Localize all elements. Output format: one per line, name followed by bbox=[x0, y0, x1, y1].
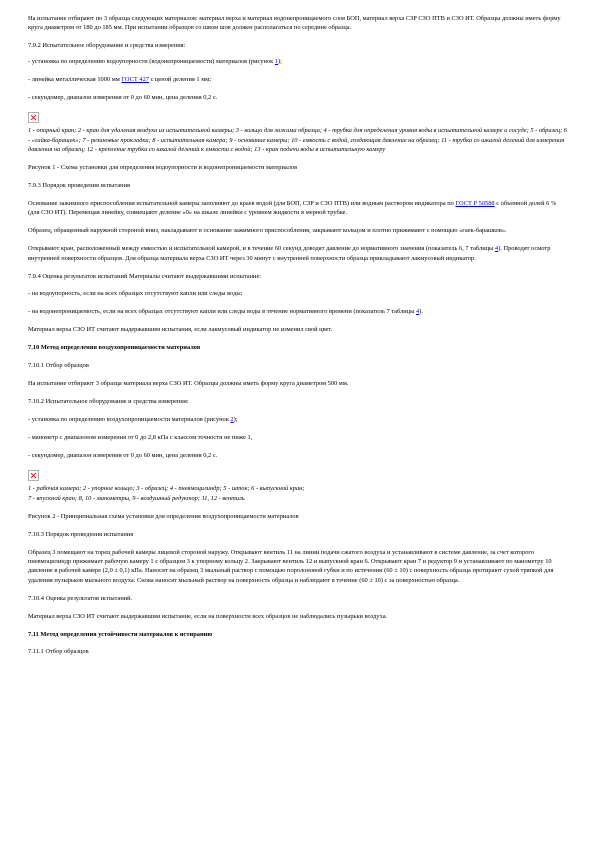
figure-2-caption: Рисунок 2 - Принципиальная схема установки для определения воздухопроницаемости материалов bbox=[28, 512, 299, 520]
section-7-10-heading: 7.10 Метод определения воздухопроницаемости материалов bbox=[28, 344, 201, 352]
figure-2-legend: 1 - рабочая камера; 2 - упорное кольцо; 3 - образец; 4 - пневмоцилиндр; 5 - шток; 6 - выпускной кран; 7 - впускной кран; 8, 10 - манометры, 9 - воздушный редуктор; 11, 12 - вентиль bbox=[28, 485, 305, 502]
equipment-item-installation: - установка по определению водоупорности (водонепроницаемости) материалов (рисунок 1); bbox=[28, 57, 282, 65]
paragraph-sample-selection: На испытание отбирают по 3 образца следующих материалов: материал верха и материал водонепроницаемого слоя БОП, материал верха СЗР СЗО ПТВ и СЗО ИТ. Образцы должны иметь форму круга диаметром от 180 до 185 мм. При испытании образцов со швом шов должен располагаться по середине образца. bbox=[28, 15, 561, 32]
paragraph-air-criterion: Материал верха СЗО ИТ считают выдержавшим испытание, если на поверхности всех образцов не наблюдались пузырьки воздуха. bbox=[28, 612, 388, 620]
figure-1-legend: 1 - опорный кран; 2 - кран для удаления воздуха из испытательной камеры; 3 - кольцо для зажима образца; 4 - трубка для определения уровня воды в испытательной камере и сосуде; 5 - образец; 6 - «гайка-барашек»; 7 - резиновые прокладки; 8 - испытательная камера; 9 - основание камеры; 10 - емкость с водой, создающая давление на образец; 11 - трубка со шкалой делений для измерения давления на образец; 12 - крепление трубки со шкалой делений к емкости с водой; 13 - кран подачи воды в испытательную камеру bbox=[28, 127, 568, 154]
table-4-link[interactable]: 4 bbox=[494, 245, 499, 253]
broken-image-icon bbox=[28, 470, 39, 481]
equipment-item-stopwatch: - секундомер, диапазон измерения от 0 до 60 мин, цена деления 0,2 с. bbox=[28, 93, 218, 101]
section-7-10-4-heading: 7.10.4 Оценка результатов испытаний. bbox=[28, 594, 133, 602]
criterion-litmus: Материал верха СЗО ИТ считают выдержавшим испытания, если лакмусовый индикатор не изменил свой цвет. bbox=[28, 326, 333, 334]
equipment-item-air-installation: - установка по определению воздухопроницаемости материалов (рисунок 2); bbox=[28, 415, 238, 423]
paragraph-clamp-fill: Основание зажимного приспособления испытательной камеры заполняют до краев водой (для БОП, СЗР и СЗО ПТВ) или водным раствором индикатора по ГОСТ Р 50588 с объемной долей 6 % (для СЗО ИТ). Перемещая линейку, совмещают деление «0» на шкале линейки с уровнем жидкости в мерной трубке. bbox=[28, 199, 557, 217]
equipment-item-ruler: - линейка металлическая 1000 мм ГОСТ 427 с ценой деления 1 мм; bbox=[28, 75, 212, 83]
figure-2-link[interactable]: 2 bbox=[230, 415, 234, 423]
section-7-11-heading: 7.11 Метод определения устойчивости материалов к истиранию bbox=[28, 630, 213, 638]
gost-427-link[interactable]: ГОСТ 427 bbox=[121, 75, 149, 83]
section-7-9-4-heading: 7.9.4 Оценка результатов испытаний Материалы считают выдержавшими испытание: bbox=[28, 272, 262, 280]
section-7-10-3-heading: 7.10.3 Порядок проведения испытания bbox=[28, 530, 134, 538]
section-7-9-2-heading: 7.9.2 Испытательное оборудование и средства измерения: bbox=[28, 42, 186, 50]
section-7-10-1-heading: 7.10.1 Отбор образцов bbox=[28, 362, 89, 370]
section-7-10-2-heading: 7.10.2 Испытательное оборудование и средства измерения: bbox=[28, 397, 189, 405]
gost-r-50588-link[interactable]: ГОСТ Р 50588 bbox=[455, 199, 495, 207]
section-7-9-3-heading: 7.9.3 Порядок проведения испытания bbox=[28, 182, 130, 190]
table-4-link-2[interactable]: 4 bbox=[416, 308, 420, 316]
figure-1-link[interactable]: 1 bbox=[274, 57, 279, 65]
criterion-water-resistance: - на водоупорность, если на всех образцах отсутствуют капли или следы воды; bbox=[28, 290, 243, 298]
section-7-11-1-heading: 7.11.1 Отбор образцов bbox=[28, 648, 89, 656]
paragraph-air-procedure: Образец 3 помещают на торец рабочей камеры лицевой стороной наружу. Открывают вентиль 11 на линии подачи сжатого воздуха и устанавливают в системе давление, за счет которого пневмоцилиндр прижимает рабочую камеру 1 с образцом 3 к упорному кольцу 2. Закрывают вентиль 12 и выпускной кран 6. Открывают кран 7 и редуктор 9 и устанавливают по манометру 10 давление в рабочей камере (2,0 ± 0,1) кПа. Наносят на образец 3 мыльный раствор с помощью поролоновой губки и по истечении (60 ± 10) с поверхность образца протирают сухой тряпкой для удаления пузырьков мыльного воздуха. Снова наносят мыльный раствор на поверхность образца и наблюдают в течение (60 ± 10) с за поверхностью образца. bbox=[28, 548, 554, 584]
paragraph-sample-placement: Образец, обращенный наружной стороной вниз, накладывают в основание зажимного приспособления, закрывают кольцом и плотно прижимают с помощью «гаек-барашков». bbox=[28, 227, 507, 235]
criterion-waterproofness: - на водонепроницаемость, если на всех образцах отсутствуют капли или следы воды в течение нормативного времени (показатель 7 таблицы 4). bbox=[28, 308, 423, 316]
broken-image-icon bbox=[28, 112, 39, 123]
equipment-item-manometer: - манометр с диапазоном измерения от 0 до 2,8 кПа с классом точности не ниже 1, bbox=[28, 433, 253, 441]
figure-1-caption: Рисунок 1 - Схема установки для определения водоупорности и водонепроницаемости материалов bbox=[28, 164, 298, 172]
paragraph-samples-7-10: На испытание отбирают 3 образца материала верха СЗО ИТ. Образцы должны иметь форму круга диаметром 500 мм. bbox=[28, 379, 349, 387]
equipment-item-stopwatch-2: - секундомер, диапазон измерения от 0 до 60 мин, цена деления 0,2 с. bbox=[28, 451, 218, 459]
paragraph-pressure: Открывают кран, расположенный между емкостью и испытательной камерой, и в течение 60 секунд доводят давление до нормативного значения (показатель 6, 7 таблицы 4). Проводят осмотр внутренней поверхности образцов. Для образца материала верха СЗО ИТ через 30 минут с внутренней поверхности образца прикладывают лакмусовый индикатор. bbox=[28, 245, 551, 262]
